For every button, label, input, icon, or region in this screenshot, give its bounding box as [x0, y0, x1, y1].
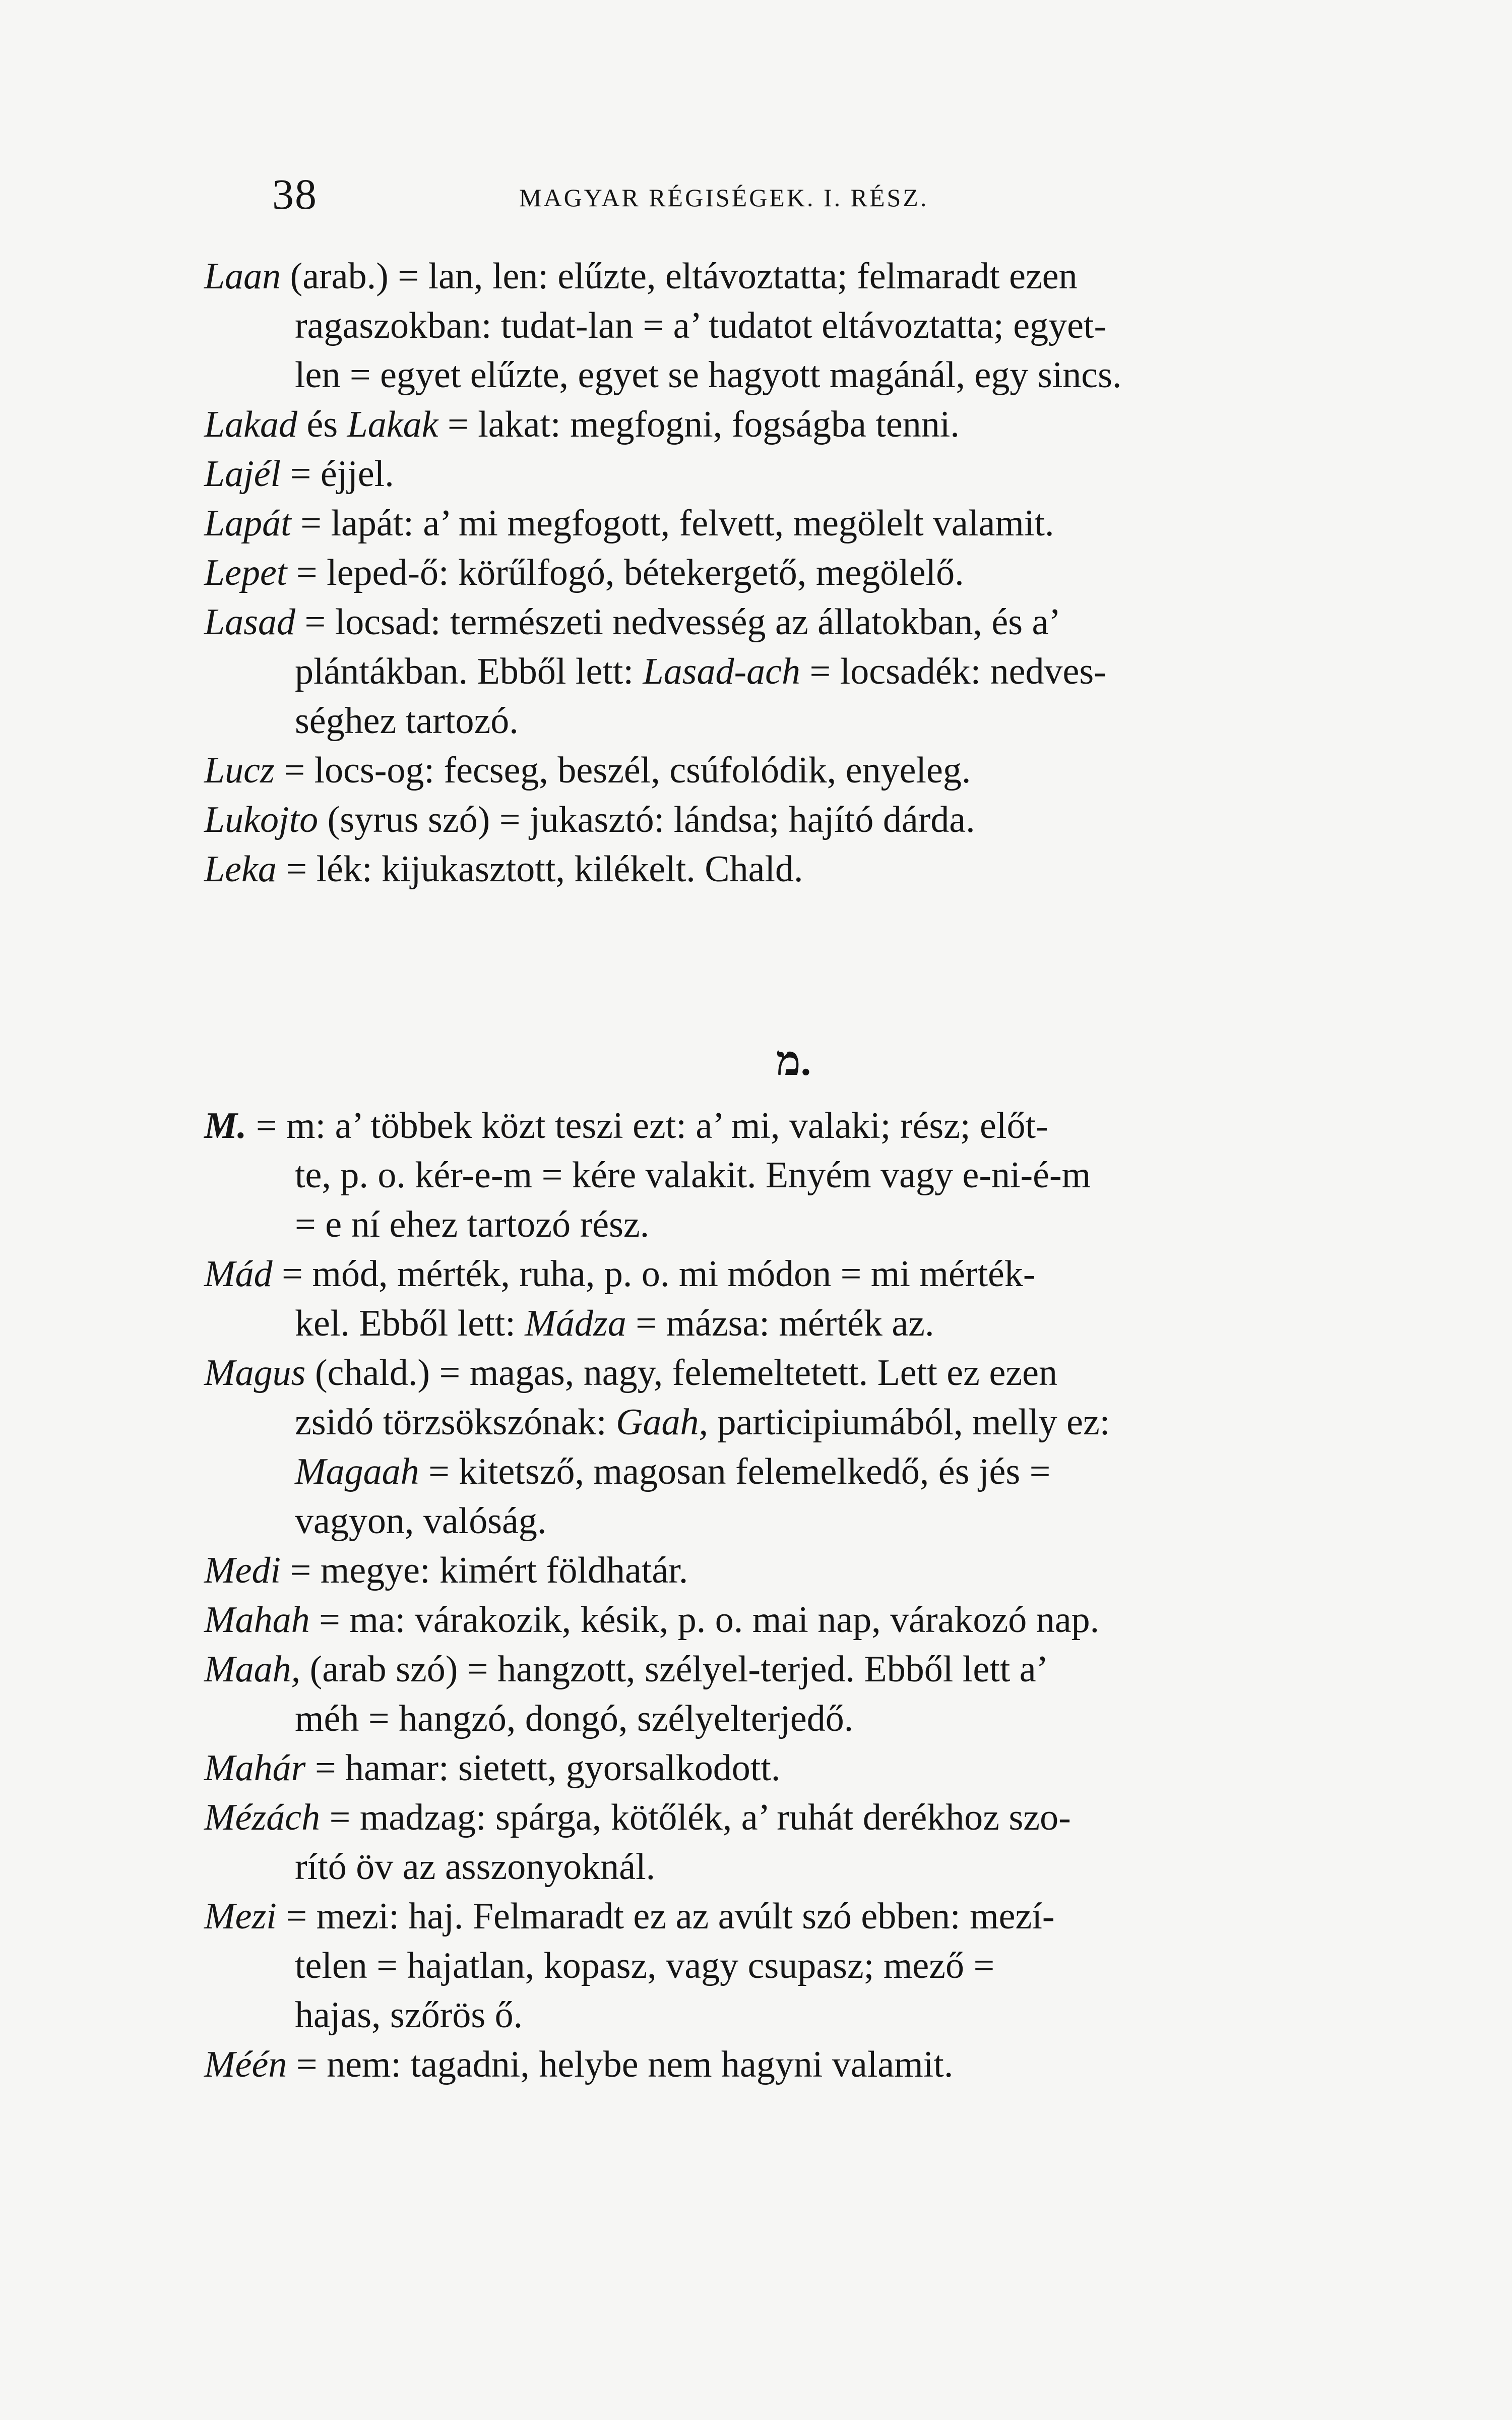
section-letter-mem: מ. [776, 1038, 811, 1084]
definition-text: = kitetsző, magosan felemelkedő, és jés = [419, 1451, 1051, 1492]
definition-text: séghez tartozó. [295, 700, 519, 742]
headword-variant: Lakak [347, 404, 438, 445]
definition-text: = e ní ehez tartozó rész. [295, 1204, 650, 1245]
definition-text: (chald.) = magas, nagy, felemeltetett. Lett ez ezen [305, 1352, 1057, 1394]
definition-text: = madzag: spárga, kötőlék, a’ ruhát derékhoz szo- [320, 1797, 1071, 1838]
definition-text: = éjjel. [281, 453, 394, 495]
entry-mezi-line-2 [295, 1942, 994, 1990]
connector-text: és [297, 404, 347, 445]
entry-lasad-line-3 [295, 697, 519, 745]
headword: Méén [204, 2044, 287, 2085]
running-head: MAGYAR RÉGISÉGEK. I. RÉSZ. [519, 184, 929, 212]
entry-mezi-line-1 [204, 1892, 1055, 1941]
derived-word: Mádza [525, 1303, 626, 1344]
entry-lasad-line-1 [204, 598, 1061, 646]
definition-text: telen = hajatlan, kopasz, vagy csupasz; mező = [295, 1945, 995, 1986]
headword: Mahah [204, 1599, 310, 1641]
definition-text: rító öv az asszonyoknál. [295, 1846, 656, 1888]
entry-lukojto [204, 796, 975, 844]
entry-medi [204, 1546, 688, 1595]
headword: M. [204, 1105, 247, 1146]
entry-magus-line-4 [295, 1497, 546, 1545]
headword: Mezi [204, 1896, 277, 1937]
definition-text: = ma: várakozik, késik, p. o. mai nap, várakozó nap. [309, 1599, 1100, 1641]
definition-text: = mód, mérték, ruha, p. o. mi módon = mi mérték- [272, 1253, 1036, 1295]
headword: Magus [204, 1352, 306, 1394]
entry-lakad [204, 400, 960, 449]
entry-mad-line-2 [295, 1299, 934, 1348]
headword: Lukojto [204, 799, 319, 840]
headword: Lasad [204, 601, 295, 643]
headword: Lakad [204, 404, 297, 445]
definition-text: = hamar: sietett, gyorsalkodott. [305, 1747, 781, 1789]
entry-mezi-line-3 [295, 1991, 523, 2039]
entry-lepet [204, 549, 964, 597]
headword: Laan [204, 256, 281, 297]
definition-text: = mázsa: mérték az. [626, 1303, 934, 1344]
entry-m-line-2 [295, 1151, 1091, 1199]
definition-text: = locsad: természeti nedvesség az állatokban, és a’ [295, 601, 1061, 643]
definition-text: ragaszokban: tudat-lan = a’ tudatot eltávoztatta; egyet- [295, 305, 1107, 346]
headword: Lajél [204, 453, 281, 495]
entry-meen [204, 2040, 953, 2089]
definition-text: = lakat: megfogni, fogságba tenni. [438, 404, 960, 445]
derived-word: Gaah, [616, 1402, 709, 1443]
definition-text: = m: a’ többek közt teszi ezt: a’ mi, valaki; rész; előt- [246, 1105, 1048, 1146]
definition-text: kel. Ebből lett: [295, 1303, 525, 1344]
definition-text: = mezi: haj. Felmaradt ez az avúlt szó ebben: mezí- [276, 1896, 1055, 1937]
entry-mezach-line-1 [204, 1793, 1071, 1842]
entry-lajel [204, 450, 394, 498]
definition-text: = locsadék: nedves- [800, 651, 1106, 692]
entry-mad-line-1 [204, 1250, 1036, 1298]
headword: Maah, [204, 1649, 301, 1690]
definition-text: = megye: kimért földhatár. [281, 1550, 688, 1591]
headword: Leka [204, 849, 277, 890]
entry-mezach-line-2 [295, 1843, 655, 1891]
entry-magus-line-1 [204, 1349, 1057, 1397]
entry-m-line-3 [295, 1200, 649, 1249]
definition-text: participiumából, melly ez: [708, 1402, 1110, 1443]
headword: Mád [204, 1253, 273, 1295]
entry-lasad-line-2 [295, 647, 1106, 696]
entry-laan-line-3 [295, 351, 1121, 399]
entry-magus-line-3 [295, 1447, 1050, 1496]
entry-laan-line-1 [204, 252, 1078, 300]
definition-text: hajas, szőrös ő. [295, 1994, 523, 2036]
entry-leka [204, 845, 803, 893]
headword: Lucz [204, 750, 275, 791]
headword: Mahár [204, 1747, 306, 1789]
entry-maah-line-2 [295, 1695, 853, 1743]
definition-text: len = egyet elűzte, egyet se hagyott magánál, egy sincs. [295, 354, 1122, 396]
definition-text: (syrus szó) = jukasztó: lándsa; hajító dárda. [318, 799, 975, 840]
definition-text: méh = hangzó, dongó, szélyelterjedő. [295, 1698, 854, 1739]
derived-word: Magaah [295, 1451, 419, 1492]
headword: Lapát [204, 503, 291, 544]
entry-magus-line-2 [295, 1398, 1110, 1446]
entry-m-line-1 [204, 1102, 1048, 1150]
entry-mahar [204, 1744, 780, 1792]
headword: Mézách [204, 1797, 321, 1838]
definition-text: = leped-ő: körűlfogó, bétekergető, megölelő. [287, 552, 964, 593]
definition-text: plántákban. Ebből lett: [295, 651, 643, 692]
entry-maah-line-1 [204, 1645, 1048, 1693]
entry-mahah [204, 1596, 1099, 1644]
page-number: 38 [272, 170, 318, 218]
definition-text: (arab szó) = hangzott, szélyel-terjed. Ebből lett a’ [300, 1649, 1049, 1690]
entry-laan-line-2 [295, 301, 1106, 350]
headword: Lepet [204, 552, 287, 593]
definition-text: vagyon, valóság. [295, 1500, 547, 1542]
definition-text: te, p. o. kér-e-m = kére valakit. Enyém vagy e-ni-é-m [295, 1155, 1091, 1196]
definition-text: = nem: tagadni, helybe nem hagyni valamit. [287, 2044, 954, 2085]
headword: Medi [204, 1550, 281, 1591]
definition-text: (arab.) = lan, len: elűzte, eltávoztatta; felmaradt ezen [281, 256, 1078, 297]
derived-word: Lasad-ach [643, 651, 800, 692]
entry-lapat [204, 499, 1054, 548]
definition-text: = lapát: a’ mi megfogott, felvett, megölelt valamit. [291, 503, 1054, 544]
definition-text: = lék: kijukasztott, kilékelt. Chald. [276, 849, 803, 890]
entry-lucz [204, 746, 971, 795]
definition-text: zsidó törzsökszónak: [295, 1402, 616, 1443]
definition-text: = locs-og: fecseg, beszél, csúfolódik, enyeleg. [274, 750, 971, 791]
